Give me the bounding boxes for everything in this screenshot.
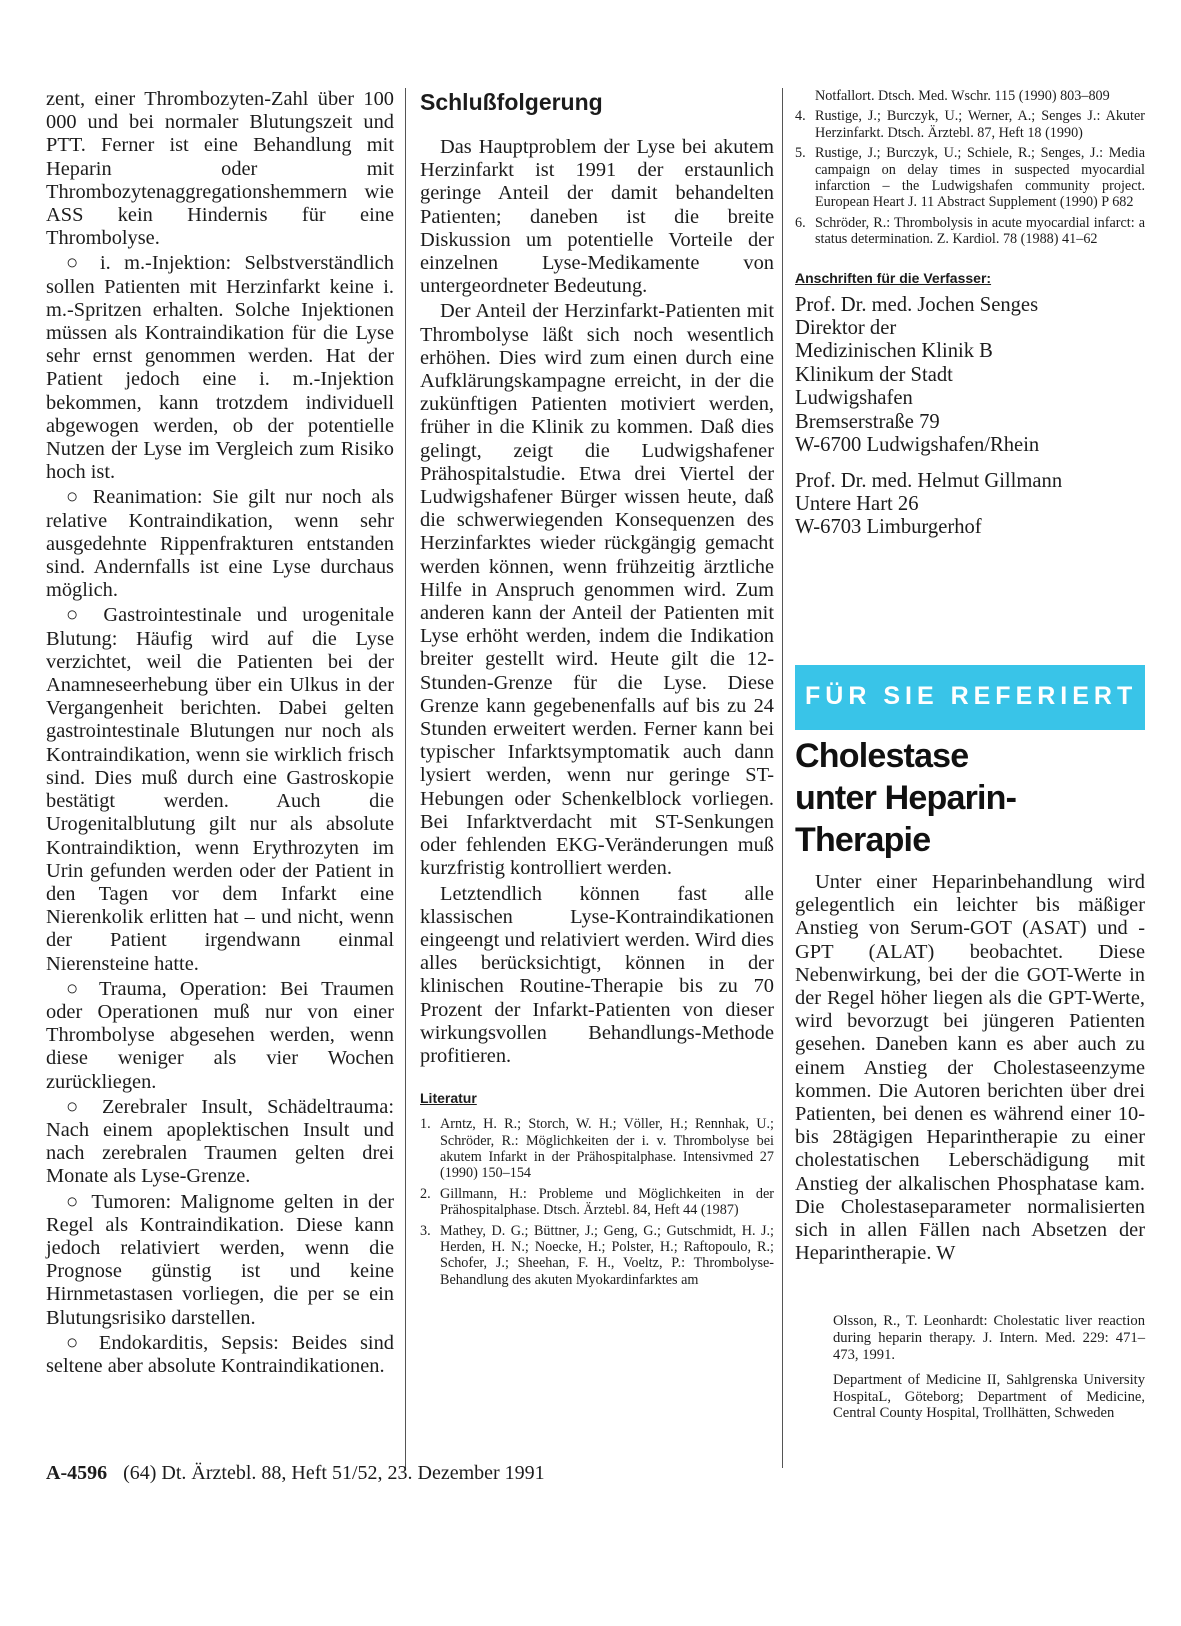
reference-item <box>795 108 1145 141</box>
reference-text: Arntz, H. R.; Storch, W. H.; Völler, H.; Rennhak, U.; Schröder, R.: Möglichkeiten der i. v. Thrombolyse bei akutem Infarkt in der Prähospitalphase. Intensivmed 27 (1990) 150–154 <box>440 1116 774 1182</box>
column-middle <box>420 88 774 1292</box>
author-address <box>795 470 1145 540</box>
reference-text: Schröder, R.: Thrombolysis in acute myocardial infarct: a status determination. Z. Kardiol. 78 (1988) 41–62 <box>815 214 1145 248</box>
paragraph: ○ Endokarditis, Sepsis: Beides sind seltene aber absolute Kontraindikationen. <box>46 1331 394 1377</box>
paragraph: ○ Reanimation: Sie gilt nur noch als relative Kontraindikation, wenn sehr ausgedehnte Rippenfrakturen entstanden sind. Andernfalls ist eine Lyse durchaus möglich. <box>46 486 394 602</box>
reference-number: 1. <box>420 1116 431 1133</box>
reference-item <box>420 1223 774 1289</box>
article-source <box>795 1313 1145 1422</box>
paragraph: ○ Tumoren: Malignome gelten in der Regel als Kontraindikation. Diese kann jedoch relativiert werden, wenn die Prognose günstig ist und keine Hirnmetastasen vorliegen, die per se ein Blutungsrisiko darstellen. <box>46 1190 394 1329</box>
literature-heading: Literatur <box>420 1090 477 1107</box>
journal-reference: (64) Dt. Ärztebl. 88, Heft 51/52, 23. Dezember 1991 <box>123 1462 545 1484</box>
address-line: Klinikum der Stadt <box>795 363 953 386</box>
paragraph: ○ Gastrointestinale und urogenitale Blutung: Häufig wird auf die Lyse verzichtet, weil die Patienten bei der Anamneseerhebung über ein Ulkus in der Vergangenheit berichten. Dabei gelten gastrointestinale Blutungen nur noch als Kontraindikation, wenn sie wirklich frisch sind. Dies muß durch eine Gastroskopie bestätigt werden. Auch die Urogenitalblutung gilt nur als absolute Kontraindiktion, wenn Erythrozyten im Urin gefunden werden oder der Patient in den Tagen vor dem Infarkt eine Nierenkolik erlitten hat – und nicht, wenn der Patient irgendwann einmal Nierensteine hatte. <box>46 604 394 975</box>
reference-text: Mathey, D. G.; Büttner, J.; Geng, G.; Gutschmidt, H. J.; Herden, H. N.; Noecke, H.; Polster, H.; Raftopoulo, R.; Schofer, J.; Sheehan, F. H., Voeltz, P.: Thrombolyse-Behandlung des akuten Myokardinfarktes am <box>440 1222 774 1288</box>
reference-list <box>420 1116 774 1288</box>
article-box <box>795 735 1145 1430</box>
reference-item <box>420 1116 774 1182</box>
headline-line: unter Heparin-Therapie <box>795 779 1017 859</box>
reference-text: Rustige, J.; Burczyk, U.; Werner, A.; Senges J.: Akuter Herzinfarkt. Dtsch. Ärztebl. 87, Heft 18 (1990) <box>815 108 1145 141</box>
address-line: Bremserstraße 79 <box>795 410 940 433</box>
reference-list <box>795 88 1145 248</box>
paragraph: zent, einer Thrombozyten-Zahl über 100 000 und bei normaler Blutungszeit und PTT. Ferner ist eine Behandlung mit Heparin oder mit Thrombozytenaggregationshemmern wie ASS kein Hindernis für eine Thrombolyse. <box>46 88 394 250</box>
address-line: Medizinischen Klinik B <box>795 340 993 363</box>
page-footer <box>46 1462 545 1485</box>
address-heading: Anschriften für die Verfasser: <box>795 269 992 286</box>
reference-number: 2. <box>420 1185 431 1202</box>
address-line: Ludwigshafen <box>795 387 913 410</box>
address-line: Untere Hart 26 <box>795 492 919 515</box>
reference-text: Gillmann, H.: Probleme und Möglichkeiten in der Prähospitalphase. Dtsch. Ärztebl. 84, Heft 44 (1987) <box>440 1185 774 1219</box>
column-right <box>795 88 1145 552</box>
reference-text: Notfallort. Dtsch. Med. Wschr. 115 (1990) 803–809 <box>815 88 1110 104</box>
paragraph: ○ Zerebraler Insult, Schädeltrauma: Nach einem apoplektischen Insult und nach zerebralen Traumen gelten drei Monate als Lyse-Grenze. <box>46 1095 394 1188</box>
source-citation: Olsson, R., T. Leonhardt: Cholestatic liver reaction during heparin therapy. J. Intern. Med. 229: 471–473, 1991. <box>833 1313 1145 1364</box>
paragraph: ○ i. m.-Injektion: Selbstverständlich sollen Patienten mit Herzinfarkt keine i. m.-Spritzen erhalten. Solche Injektionen müssen als Kontraindikation für die Lyse sehr ernst genommen werden. Hat der Patient jedoch eine i. m.-Injektion bekommen, kann trotzdem individuell abgewogen werden, ob der potentielle Nutzen der Lyse im Vergleich zum Risiko hoch ist. <box>46 252 394 484</box>
address-line: W-6700 Ludwigshafen/Rhein <box>795 434 1040 457</box>
column-left <box>46 88 394 1378</box>
section-heading: Schlußfolgerung <box>420 89 603 115</box>
reference-item <box>795 145 1145 211</box>
headline-line: Cholestase <box>795 737 969 775</box>
reference-number: 6. <box>795 214 806 231</box>
address-line: Prof. Dr. med. Helmut Gillmann <box>795 469 1063 492</box>
address-line: Prof. Dr. med. Jochen Senges <box>795 293 1039 316</box>
paragraph: Letztendlich können fast alle klassischen Lyse-Kontraindikationen eingeengt und relativiert werden. Wird dies alles berücksichtigt, können in der klinischen Routine-Therapie bis zu 70 Prozent der Infarkt-Patienten von dieser wirkungsvollen Behandlungs-Methode profitieren. <box>420 882 774 1067</box>
reference-number: 3. <box>420 1222 431 1239</box>
paragraph: Das Hauptproblem der Lyse bei akutem Herzinfarkt ist 1991 der erstaunlich geringe Anteil der damit behandelten Patienten; daneben ist die breite Diskussion um potentielle Vorteile der einzelnen Lyse-Medikamente von untergeordneter Bedeutung. <box>420 136 774 298</box>
reference-number: 5. <box>795 145 806 162</box>
author-address <box>795 294 1145 458</box>
reference-text: Rustige, J.; Burczyk, U.; Schiele, R.; Senges, J.: Media campaign on delay times in suspected myocardial infarction – the Ludwigshafen community project. European Heart J. 11 Abstract Supplement (1990) P 682 <box>815 145 1145 211</box>
paragraph: ○ Trauma, Operation: Bei Traumen oder Operationen muß nur von einer Thrombolyse abgesehen werden, wenn diese weniger als vier Wochen zurückliegen. <box>46 977 394 1093</box>
source-affiliation: Department of Medicine II, Sahlgrenska University HospitaL, Göteborg; Department of Medicine, Central County Hospital, Trollhätten, Schweden <box>833 1371 1145 1422</box>
banner-label: FÜR SIE REFERIERT <box>805 682 1138 710</box>
column-divider <box>405 88 406 1468</box>
reference-item <box>420 1186 774 1219</box>
article-abstract <box>795 871 1145 1265</box>
reference-continuation <box>795 88 1145 104</box>
page-number: A-4596 <box>46 1462 108 1484</box>
column-divider <box>782 88 783 1468</box>
reference-number: 4. <box>795 108 806 125</box>
address-line: Direktor der <box>795 317 897 340</box>
article-headline <box>795 735 1145 861</box>
paragraph: Der Anteil der Herzinfarkt-Patienten mit Thrombolyse läßt sich noch wesentlich erhöhen. Dies wird zum einen durch eine Aufklärungskampagne erreicht, in der die zukünftigen Patienten motiviert werden, früher in die Klinik zu kommen. Daß dies gelingt, zeigt die Ludwigshafener Prähospitalstudie. Etwa drei Viertel der Ludwigshafener Bürger wissen heute, daß die schwerwiegenden Konsequenzen des Herzinfarktes wieder rückgängig gemacht werden können, wenn frühzeitig ärztliche Hilfe in Anspruch genommen wird. Zum anderen kann der Anteil der Patienten mit Lyse erhöht werden, indem die Indikation breiter gestellt wird. Heute gilt die 12-Stunden-Grenze für die Lyse. Diese Grenze kann gegebenenfalls auf bis zu 24 Stunden erweitert werden. Ferner kann bei typischer Infarktsymptomatik auch dann lysiert werden, wenn nur geringe ST-Hebungen oder Schenkelblock vorliegen. Bei Infarktverdacht mit ST-Senkungen oder fehlenden EKG-Veränderungen muß kurzfristig kontrolliert werden. <box>420 300 774 880</box>
address-line: W-6703 Limburgerhof <box>795 516 982 539</box>
paragraph: Unter einer Heparinbehandlung wird gelegentlich ein leichter bis mäßiger Anstieg von Serum-GOT (ASAT) und -GPT (ALAT) beobachtet. Diese Nebenwirkung, bei der die GOT-Werte in der Regel höher liegen als die GPT-Werte, wird bevorzugt bei jüngeren Patienten gesehen. Daneben kann es aber auch zu einem Anstieg der Cholestaseenzyme kommen. Die Autoren berichten über drei Patienten, bei denen es während einer 10- bis 28tägigen Heparintherapie zu einer cholestatischen Leberschädigung mit Anstieg der alkalischen Phosphatase kam. Die Cholestaseparameter normalisierten sich in allen Fällen nach Absetzen der Heparintherapie. W <box>795 871 1145 1265</box>
reference-item <box>795 215 1145 248</box>
section-banner <box>795 665 1145 730</box>
